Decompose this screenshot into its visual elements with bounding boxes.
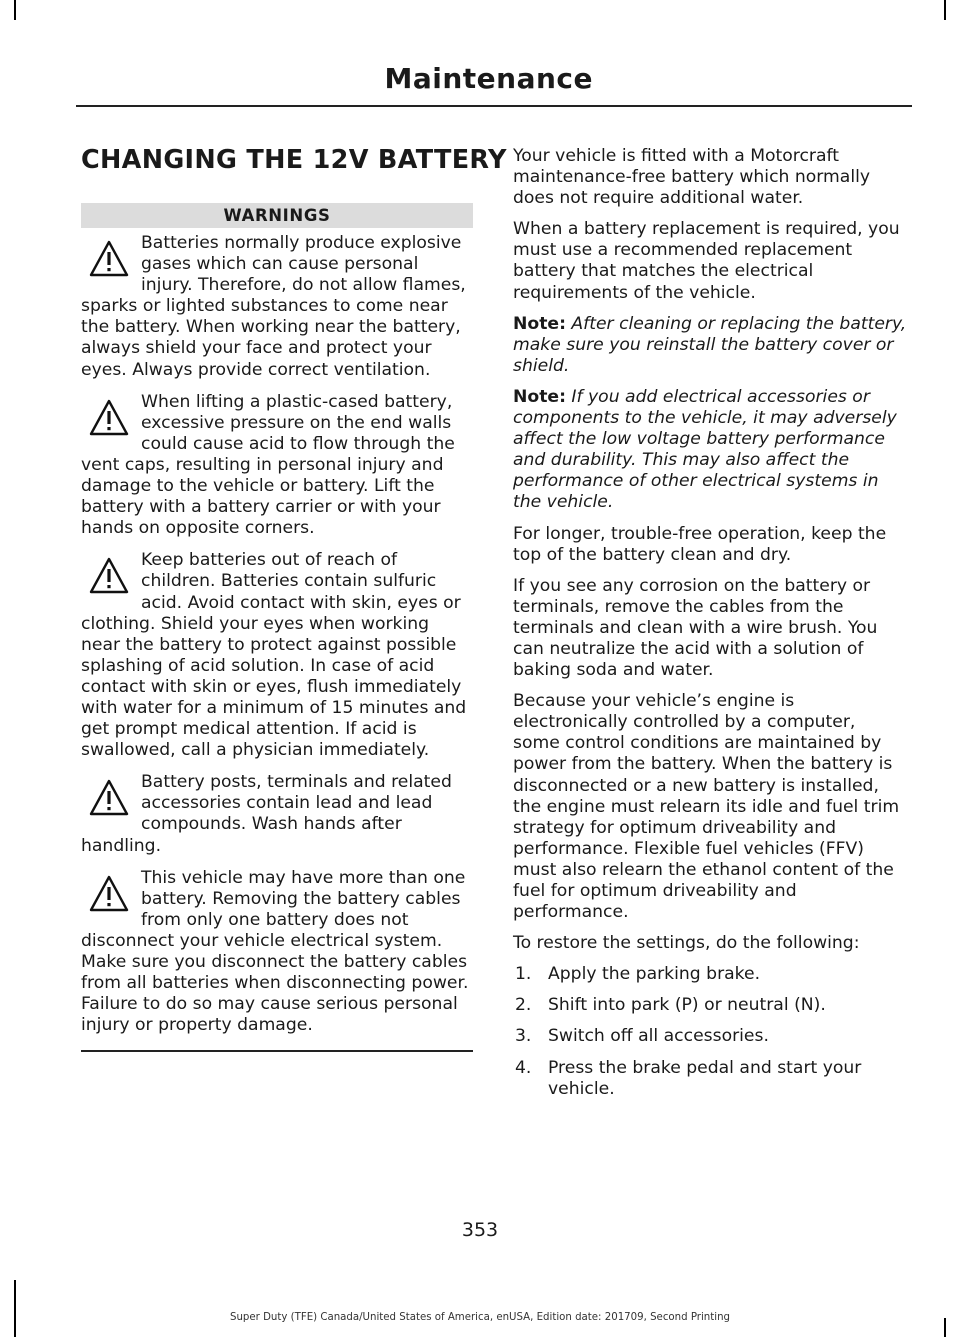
note-label: Note:	[513, 313, 566, 334]
warning-text: This vehicle may have more than one battery. Removing the battery cables from only one battery does not disconnect your vehicle electrical system. Make sure you disconnect the battery cables from all batteries when disconnecting power. Failure to do so may cause serious personal injury or property damage.	[81, 867, 469, 1036]
warning-triangle-icon	[89, 398, 129, 438]
warning-item	[81, 868, 473, 1037]
warning-triangle-icon	[89, 778, 129, 818]
note-accessories	[513, 387, 907, 514]
paragraph-relearn: Because your vehicle’s engine is electronically controlled by a computer, some control conditions are maintained by power from the battery. When the battery is disconnected or a new battery is installed, the engine must relearn its idle and fuel trim strategy for optimum driveability and performance. Flexible fuel vehicles (FFV) must also relearn the ethanol content of the fuel for optimum driveability and performance.	[513, 691, 900, 923]
step-text: Shift into park (P) or neutral (N).	[548, 995, 826, 1016]
right-column	[513, 146, 907, 1110]
list-item	[513, 1026, 907, 1047]
step-text: Switch off all accessories.	[548, 1026, 769, 1047]
list-item	[513, 1058, 907, 1100]
warning-item	[81, 550, 473, 761]
step-number: 2.	[515, 995, 532, 1016]
step-number: 4.	[515, 1057, 532, 1078]
warning-text: Battery posts, terminals and related accessories contain lead and lead compounds. Wash hands after handling.	[81, 772, 452, 856]
warning-item	[81, 233, 473, 381]
note-text: After cleaning or replacing the battery, make sure you reinstall the battery cover or shield.	[513, 313, 907, 376]
warning-text: When lifting a plastic-cased battery, excessive pressure on the end walls could cause acid to flow through the vent caps, resulting in personal injury and damage to the vehicle or battery. Lift the battery with a battery carrier or with your hands on opposite corners.	[81, 391, 455, 539]
warning-item	[81, 772, 473, 856]
paragraph-replacement: When a battery replacement is required, you must use a recommended replacement battery that matches the electrical requirements of the vehicle.	[513, 219, 900, 303]
warnings-end-divider	[81, 1050, 473, 1052]
step-text: Apply the parking brake.	[548, 964, 761, 985]
list-item	[513, 964, 907, 985]
warning-triangle-icon	[89, 556, 129, 596]
edition-footer: Super Duty (TFE) Canada/United States of America, enUSA, Edition date: 201709, Second Printing	[229, 1312, 731, 1323]
step-text: Press the brake pedal and start your vehicle.	[548, 1057, 862, 1099]
step-number: 3.	[515, 1026, 532, 1047]
paragraph-motorcraft: Your vehicle is fitted with a Motorcraft maintenance-free battery which normally does not require additional water.	[513, 146, 871, 209]
note-text: If you add electrical accessories or components to the vehicle, it may adversely affect the low voltage battery performance and durability. This may also affect the performance of other electrical systems in the vehicle.	[513, 386, 897, 513]
list-item	[513, 995, 907, 1016]
page-number: 353	[461, 1219, 499, 1241]
warning-text: Keep batteries out of reach of children. Batteries contain sulfuric acid. Avoid contact with skin, eyes or clothing. Shield your eyes when working near the battery to protect against possible splashing of acid solution. In case of acid contact with skin or eyes, flush immediately with water for a minimum of 15 minutes and get prompt medical attention. If acid is swallowed, call a physician immediately.	[81, 550, 467, 761]
page-header-title: Maintenance	[384, 62, 593, 95]
warning-triangle-icon	[89, 239, 129, 279]
paragraph-clean-dry: For longer, trouble-free operation, keep the top of the battery clean and dry.	[513, 523, 887, 565]
paragraph-restore-intro: To restore the settings, do the following:	[513, 933, 860, 954]
crop-mark-top-left	[14, 0, 16, 20]
warnings-heading: WARNINGS	[81, 203, 473, 228]
header-divider	[76, 105, 912, 107]
warning-text: Batteries normally produce explosive gases which can cause personal injury. Therefore, do not allow flames, sparks or lighted substances to come near the battery. When working near the battery, always shield your face and protect your eyes. Always provide correct ventilation.	[81, 233, 466, 380]
section-title: CHANGING THE 12V BATTERY	[81, 145, 507, 175]
crop-mark-top-right	[944, 0, 946, 20]
crop-mark-bottom-left	[14, 1280, 16, 1337]
paragraph-corrosion: If you see any corrosion on the battery or terminals, remove the cables from the terminals and clean with a wire brush. You can neutralize the acid with a solution of baking soda and water.	[513, 575, 878, 681]
note-reinstall-cover	[513, 314, 907, 377]
warning-item	[81, 392, 473, 540]
restore-steps-list	[513, 964, 907, 1099]
step-number: 1.	[515, 964, 532, 985]
left-column	[81, 145, 507, 1052]
note-label: Note:	[513, 386, 566, 407]
warning-triangle-icon	[89, 874, 129, 914]
